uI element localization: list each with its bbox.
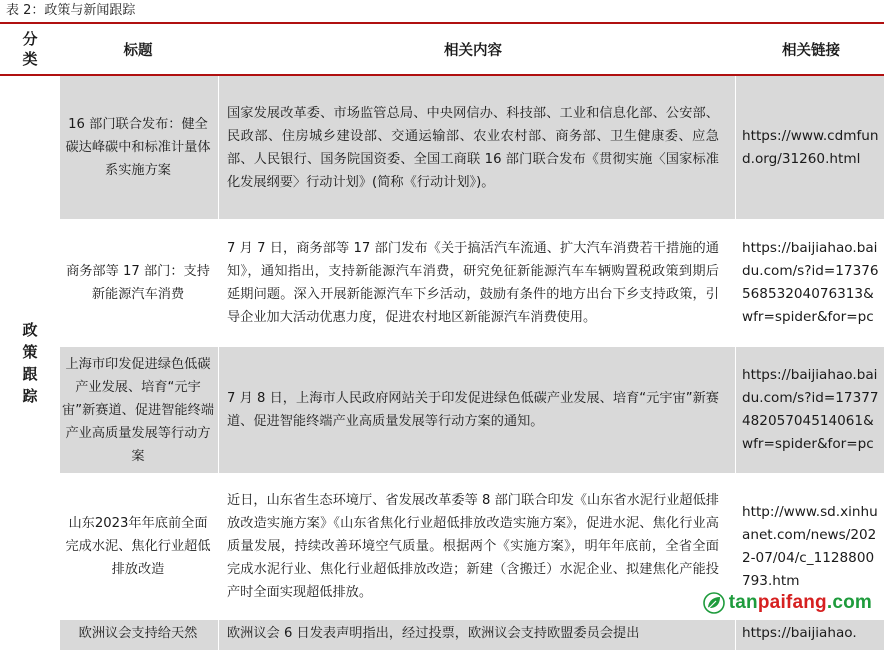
- table-header: [0, 24, 884, 76]
- row-title: 欧洲议会支持给天然: [60, 620, 216, 650]
- row-link[interactable]: https://www.cdmfund.org/31260.html: [740, 76, 882, 219]
- category-cell: [0, 76, 60, 650]
- table-caption: 表 2：政策与新闻跟踪: [6, 2, 135, 20]
- row-link[interactable]: https://baijiahao.: [740, 620, 882, 650]
- row-link[interactable]: http://www.sd.xinhuanet.com/news/2022-07/04/c_1128800793.htm: [740, 474, 882, 619]
- row-content: 7 月 7 日，商务部等 17 部门发布《关于搞活汽车流通、扩大汽车消费若干措施的通知》，通知指出，支持新能源汽车消费，研究免征新能源汽车车辆购置税政策到期后延期问题。深入开展新能源汽车下乡活动，鼓励有条件的地方出台下乡支持政策，引导企业加大活动优惠力度，促进农村地区新能源汽车消费使用。: [223, 220, 723, 346]
- table-row: [60, 76, 884, 219]
- row-content: 欧洲议会 6 日发表声明指出，经过投票，欧洲议会支持欧盟委员会提出: [223, 620, 723, 650]
- row-title: 16 部门联合发布：健全碳达峰碳中和标准计量体系实施方案: [60, 76, 216, 219]
- header-content: 相关内容: [223, 24, 723, 74]
- header-title: 标题: [60, 24, 216, 74]
- table-row: [60, 220, 884, 346]
- header-category: 分类: [0, 24, 60, 74]
- watermark-text: tanpaifang.com: [729, 592, 872, 614]
- category-label: 政策跟踪: [22, 319, 38, 407]
- row-title: 商务部等 17 部门：支持新能源汽车消费: [60, 220, 216, 346]
- row-content: 7 月 8 日，上海市人民政府网站关于印发促进绿色低碳产业发展、培育“元宇宙”新赛道、促进智能终端产业高质量发展等行动方案的通知。: [223, 347, 723, 473]
- policy-news-table: [0, 22, 884, 24]
- row-content: 近日，山东省生态环境厅、省发展改革委等 8 部门联合印发《山东省水泥行业超低排放改造实施方案》《山东省焦化行业超低排放改造实施方案》，促进水泥、焦化行业高质量发展，持续改善环境空气质量。根据两个《实施方案》，明年年底前，全省全面完成水泥行业、焦化行业超低排放改造；新建（含搬迁）水泥企业、拟建焦化产能投产时全面实现超低排放。: [223, 474, 723, 619]
- row-title: 山东2023年年底前全面完成水泥、焦化行业超低排放改造: [60, 474, 216, 619]
- row-link[interactable]: https://baijiahao.baidu.com/s?id=1737656853204076313&wfr=spider&for=pc: [740, 220, 882, 346]
- table-row: [60, 620, 884, 650]
- site-watermark: [703, 590, 872, 616]
- table-row: [60, 347, 884, 473]
- leaf-logo-icon: [703, 592, 725, 614]
- row-title: 上海市印发促进绿色低碳产业发展、培育“元宇宙”新赛道、促进智能终端产业高质量发展等行动方案: [60, 347, 216, 473]
- row-content: 国家发展改革委、市场监管总局、中央网信办、科技部、工业和信息化部、公安部、民政部、住房城乡建设部、交通运输部、农业农村部、商务部、卫生健康委、应急部、人民银行、国务院国资委、全国工商联 16 部门联合发布《贯彻实施〈国家标准化发展纲要〉行动计划》(简称《行动计划》)。: [223, 76, 723, 219]
- header-link: 相关链接: [740, 24, 882, 74]
- row-link[interactable]: https://baijiahao.baidu.com/s?id=1737748205704514061&wfr=spider&for=pc: [740, 347, 882, 473]
